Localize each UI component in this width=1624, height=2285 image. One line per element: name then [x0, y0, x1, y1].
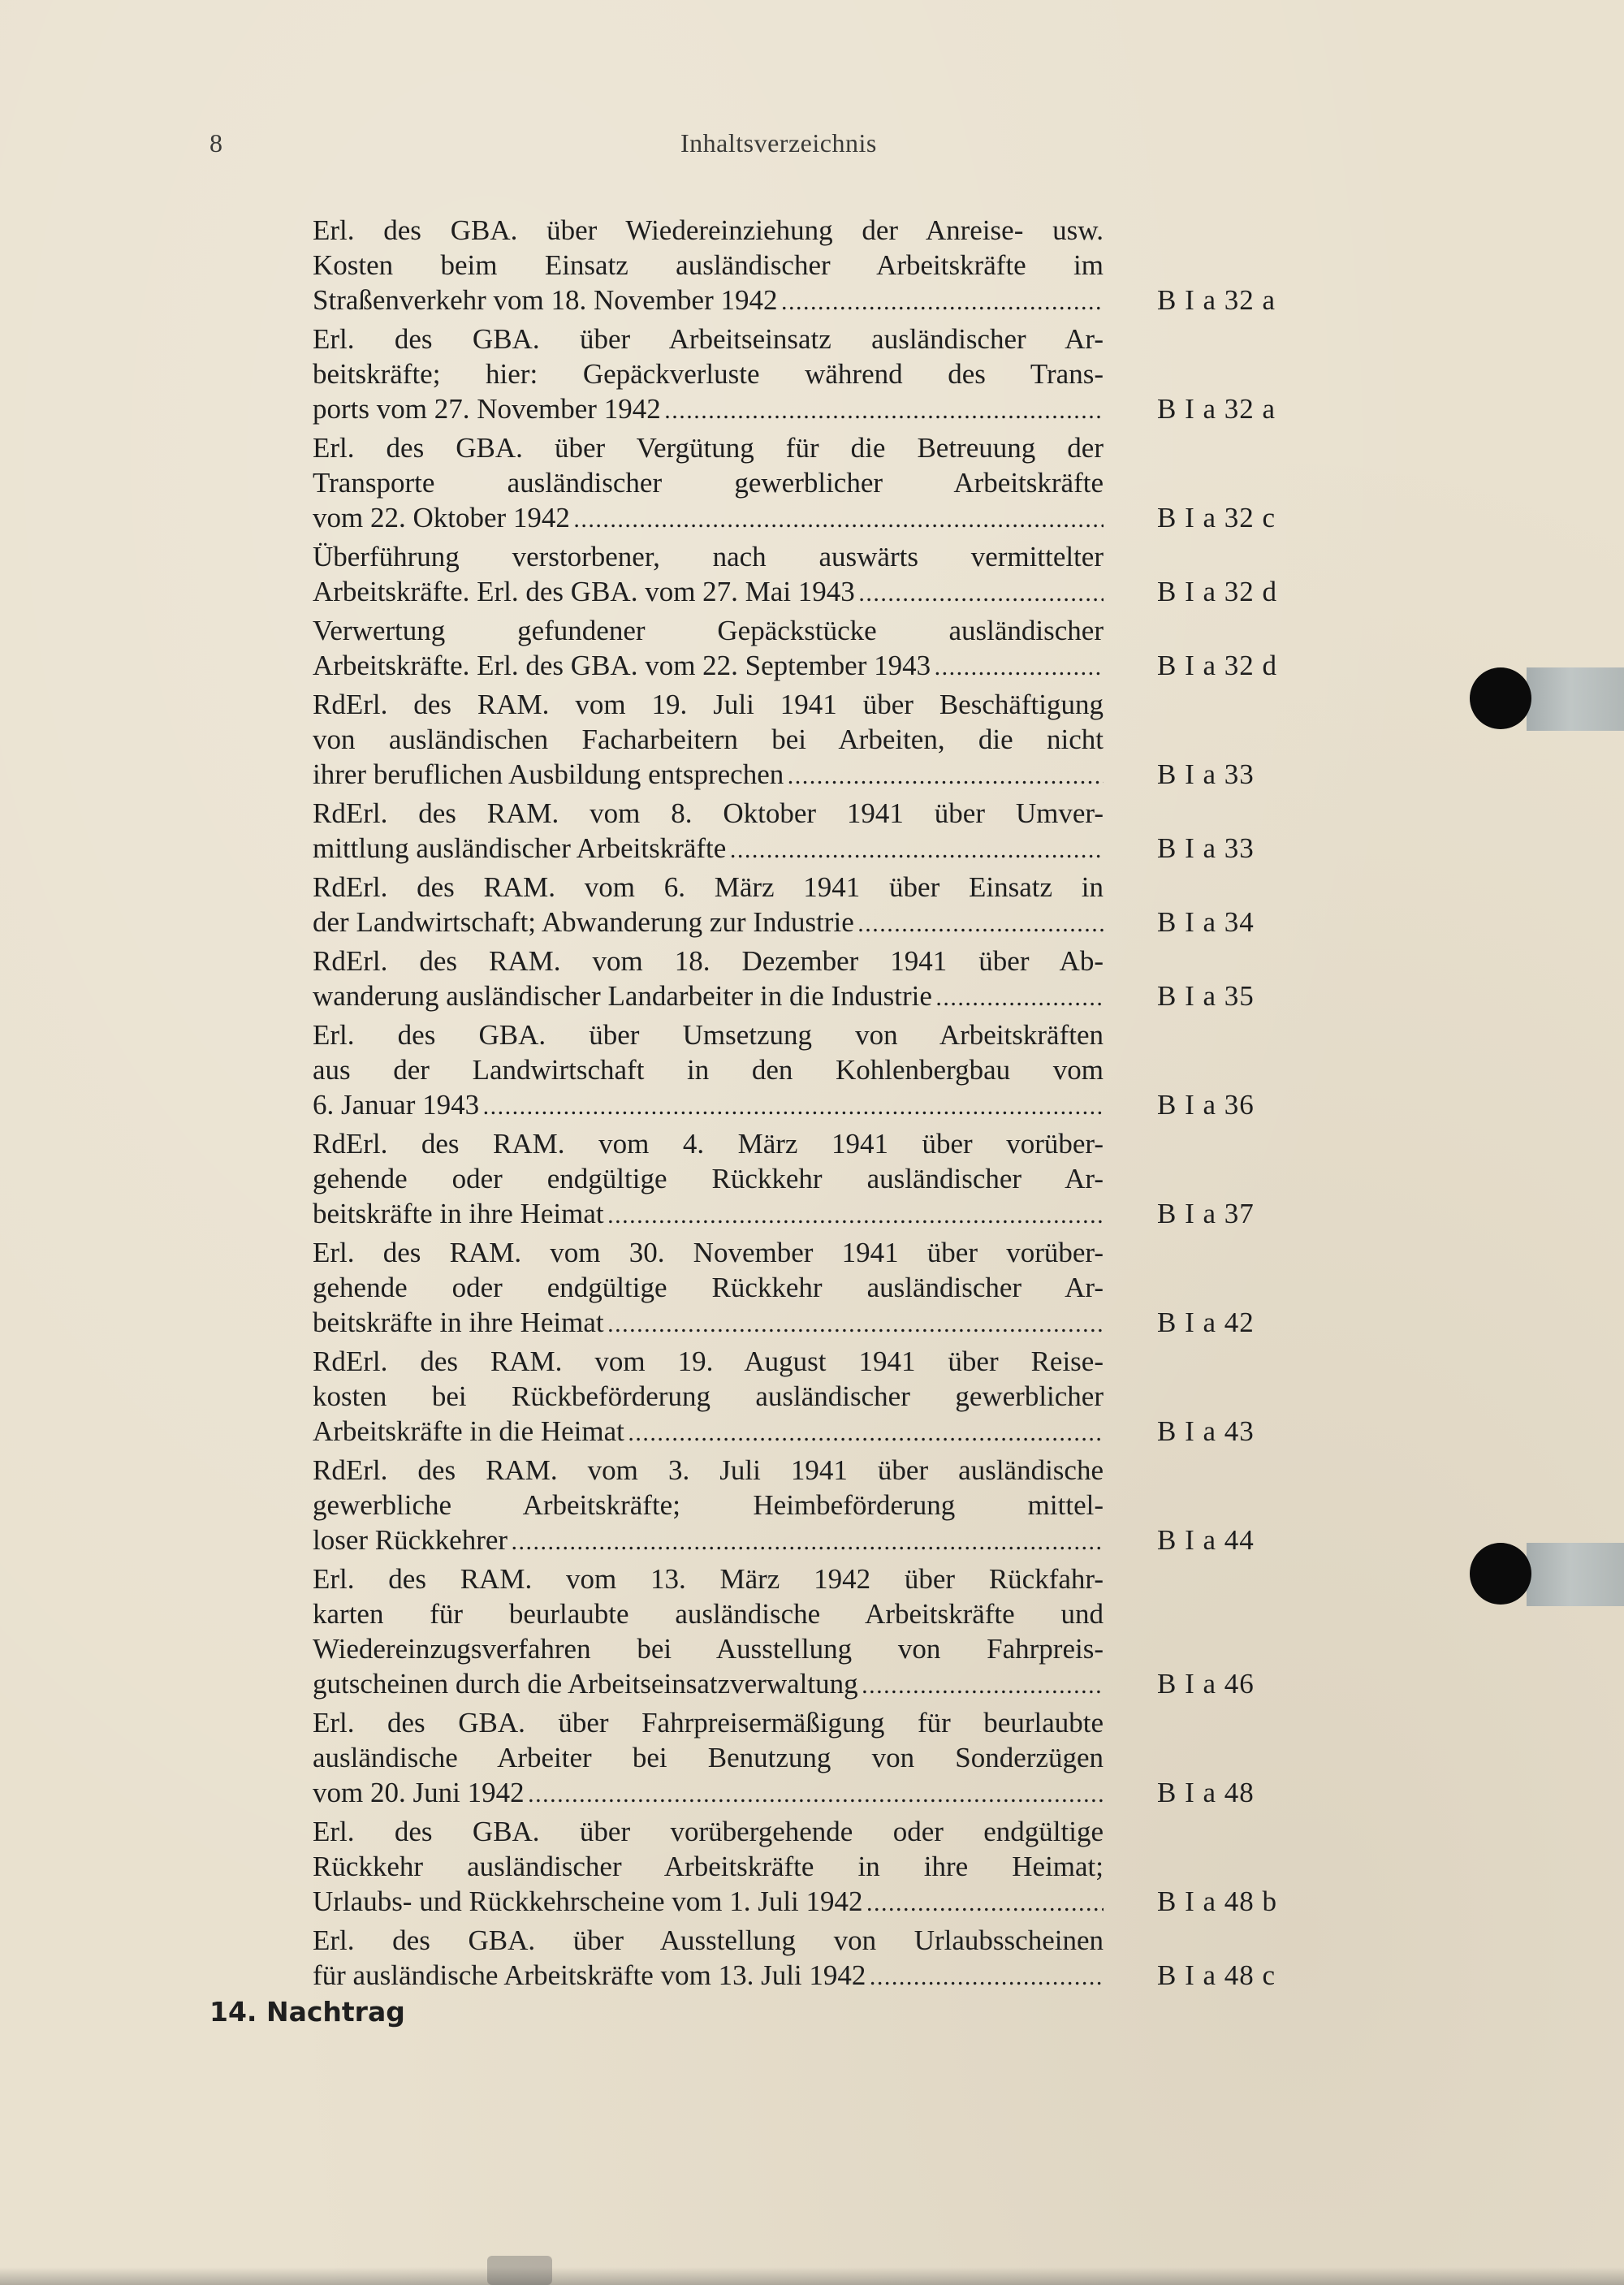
toc-entry-leader: gutscheinen durch die Arbeitseinsatzverwaltung . . .: [313, 1666, 1104, 1701]
toc-entry-reference: B I a 46: [1157, 1668, 1255, 1700]
toc-entry-last-line: [313, 1414, 1104, 1449]
page-number: 8: [209, 128, 222, 158]
toc-entry: [313, 1017, 1320, 1122]
toc-entry-last-line: [313, 1087, 1104, 1122]
toc-entry-last-line: [313, 648, 1104, 683]
toc-entry-last-line: [313, 1305, 1104, 1340]
toc-entry-leader: 6. Januar 1943 . . .: [313, 1087, 1104, 1122]
toc-entry-line: beitskräfte; hier: Gepäckverluste während des Trans-: [313, 358, 1104, 390]
toc-entry-last-line: [313, 500, 1104, 535]
toc-entry-leader: ihrer beruflichen Ausbildung entsprechen . . .: [313, 757, 1104, 792]
punch-hole-icon: [1470, 667, 1531, 729]
toc-entry-leader: beitskräfte in ihre Heimat . . .: [313, 1305, 1104, 1340]
toc-entry: [313, 322, 1320, 426]
toc-entry: [313, 1923, 1320, 1993]
toc-entry: [313, 796, 1320, 866]
toc-entry-reference: B I a 44: [1157, 1524, 1255, 1556]
toc-entry-line: Transporte ausländischer gewerblicher Arbeitskräfte: [313, 467, 1104, 499]
toc-entry-line: von ausländischen Facharbeitern bei Arbeiten, die nicht: [313, 724, 1104, 755]
toc-entry: [313, 944, 1320, 1013]
toc-entry-line: RdErl. des RAM. vom 3. Juli 1941 über ausländische: [313, 1454, 1104, 1486]
toc-entry-last-line: [313, 757, 1104, 792]
toc-entry-reference: B I a 32 d: [1157, 650, 1278, 681]
toc-entry-leader: loser Rückkehrer . . .: [313, 1523, 1104, 1557]
toc-entry-line: RdErl. des RAM. vom 6. März 1941 über Einsatz in: [313, 871, 1104, 903]
toc-entry: [313, 870, 1320, 939]
toc-entry-last-line: [313, 1666, 1104, 1701]
toc-entry-line: RdErl. des RAM. vom 18. Dezember 1941 über Ab-: [313, 945, 1104, 977]
toc-entry-leader: beitskräfte in ihre Heimat . . .: [313, 1196, 1104, 1231]
toc-entry: [313, 1126, 1320, 1231]
toc-entry-leader: Urlaubs- und Rückkehrscheine vom 1. Juli 1942 . . .: [313, 1884, 1104, 1919]
toc-entry-reference: B I a 43: [1157, 1415, 1255, 1447]
toc-entry: [313, 1453, 1320, 1557]
toc-entry-reference: B I a 48 c: [1157, 1959, 1276, 1991]
toc-entry-line: Erl. des GBA. über Ausstellung von Urlaubsscheinen: [313, 1924, 1104, 1956]
toc-entry-reference: B I a 32 d: [1157, 576, 1278, 607]
toc-entry-line: Rückkehr ausländischer Arbeitskräfte in ihre Heimat;: [313, 1851, 1104, 1882]
toc-entry-line: karten für beurlaubte ausländische Arbeitskräfte und: [313, 1598, 1104, 1630]
toc-entry-line: gewerbliche Arbeitskräfte; Heimbeförderung mittel-: [313, 1489, 1104, 1521]
toc-entry-reference: B I a 33: [1157, 758, 1255, 790]
page-header: [0, 128, 1624, 167]
toc-entry-leader: Arbeitskräfte. Erl. des GBA. vom 22. September 1943 . . .: [313, 648, 1104, 683]
tape-strip: [1527, 1543, 1624, 1606]
toc-entry-line: Überführung verstorbener, nach auswärts vermittelter: [313, 541, 1104, 572]
toc-entry-reference: B I a 42: [1157, 1307, 1255, 1338]
toc-entry-leader: Arbeitskräfte in die Heimat . . .: [313, 1414, 1104, 1449]
toc-entry-reference: B I a 32 a: [1157, 393, 1276, 425]
toc-entry: [313, 430, 1320, 535]
toc-entry-line: Kosten beim Einsatz ausländischer Arbeitskräfte im: [313, 249, 1104, 281]
toc-entry-line: gehende oder endgültige Rückkehr ausländischer Ar-: [313, 1163, 1104, 1194]
toc-entry-leader: Straßenverkehr vom 18. November 1942 . . .: [313, 283, 1104, 317]
toc-entry-line: kosten bei Rückbeförderung ausländischer gewerblicher: [313, 1380, 1104, 1412]
toc-entry-last-line: [313, 1958, 1104, 1993]
toc-entry-line: ausländische Arbeiter bei Benutzung von Sonderzügen: [313, 1742, 1104, 1773]
toc-entry: [313, 1814, 1320, 1919]
toc-entry-reference: B I a 36: [1157, 1089, 1255, 1121]
toc-entry-leader: vom 22. Oktober 1942 . . .: [313, 500, 1104, 535]
toc-entry-leader: mittlung ausländischer Arbeitskräfte . . .: [313, 831, 1104, 866]
toc-entry-last-line: [313, 1884, 1104, 1919]
toc-entry-last-line: [313, 574, 1104, 609]
running-title: Inhaltsverzeichnis: [680, 128, 877, 158]
toc-entry-line: Erl. des GBA. über Umsetzung von Arbeitskräften: [313, 1019, 1104, 1051]
toc-entry-leader: vom 20. Juni 1942 . . .: [313, 1775, 1104, 1810]
toc-entry-line: Verwertung gefundener Gepäckstücke ausländischer: [313, 615, 1104, 646]
toc-entry-line: Erl. des RAM. vom 30. November 1941 über vorüber-: [313, 1237, 1104, 1268]
toc-entry-line: gehende oder endgültige Rückkehr ausländischer Ar-: [313, 1272, 1104, 1303]
toc-entry-leader: der Landwirtschaft; Abwanderung zur Industrie . . .: [313, 905, 1104, 939]
toc-entry-last-line: [313, 1775, 1104, 1810]
toc-entry-reference: B I a 33: [1157, 832, 1255, 864]
toc-entry-last-line: [313, 391, 1104, 426]
toc-entry-last-line: [313, 978, 1104, 1013]
toc-entry-line: aus der Landwirtschaft in den Kohlenbergbau vom: [313, 1054, 1104, 1086]
toc-entry-reference: B I a 32 c: [1157, 502, 1276, 533]
toc-entry-line: Erl. des GBA. über Wiedereinziehung der Anreise- usw.: [313, 214, 1104, 246]
toc-entry: [313, 213, 1320, 317]
punch-hole-icon: [1470, 1543, 1531, 1605]
toc-entry-line: Erl. des RAM. vom 13. März 1942 über Rückfahr-: [313, 1563, 1104, 1595]
toc-entry-line: RdErl. des RAM. vom 8. Oktober 1941 über Umver-: [313, 797, 1104, 829]
toc-entry: [313, 1344, 1320, 1449]
toc-entry-line: Wiedereinzugsverfahren bei Ausstellung von Fahrpreis-: [313, 1633, 1104, 1665]
toc-entry-line: RdErl. des RAM. vom 19. Juli 1941 über Beschäftigung: [313, 689, 1104, 720]
toc-entry-reference: B I a 37: [1157, 1198, 1255, 1229]
toc-entry-line: RdErl. des RAM. vom 4. März 1941 über vorüber-: [313, 1128, 1104, 1160]
toc-entry-last-line: [313, 1523, 1104, 1557]
toc-entry: [313, 1561, 1320, 1701]
toc-entry: [313, 613, 1320, 683]
tape-strip: [1527, 667, 1624, 731]
toc-entry-leader: für ausländische Arbeitskräfte vom 13. Juli 1942 . . .: [313, 1958, 1104, 1993]
toc-entry-line: Erl. des GBA. über Arbeitseinsatz ausländischer Ar-: [313, 323, 1104, 355]
paper-edge: [0, 2267, 1624, 2285]
toc-entry-line: Erl. des GBA. über Vergütung für die Betreuung der: [313, 432, 1104, 464]
table-of-contents: [313, 213, 1320, 1997]
toc-entry-reference: B I a 34: [1157, 906, 1255, 938]
toc-entry-last-line: [313, 283, 1104, 317]
toc-entry: [313, 1235, 1320, 1340]
toc-entry: [313, 1705, 1320, 1810]
toc-entry-line: Erl. des GBA. über vorübergehende oder endgültige: [313, 1816, 1104, 1847]
toc-entry-leader: wanderung ausländischer Landarbeiter in die Industrie . . .: [313, 978, 1104, 1013]
toc-entry-reference: B I a 35: [1157, 980, 1255, 1012]
toc-entry-reference: B I a 32 a: [1157, 284, 1276, 316]
supplement-label: 14. Nachtrag: [209, 1996, 405, 2028]
toc-entry-line: RdErl. des RAM. vom 19. August 1941 über Reise-: [313, 1346, 1104, 1377]
toc-entry-reference: B I a 48: [1157, 1777, 1255, 1808]
toc-entry-last-line: [313, 1196, 1104, 1231]
toc-entry-line: Erl. des GBA. über Fahrpreisermäßigung für beurlaubte: [313, 1707, 1104, 1739]
toc-entry-reference: B I a 48 b: [1157, 1885, 1278, 1917]
toc-entry-last-line: [313, 831, 1104, 866]
toc-entry-leader: Arbeitskräfte. Erl. des GBA. vom 27. Mai 1943 . . .: [313, 574, 1104, 609]
toc-entry: [313, 539, 1320, 609]
toc-entry-leader: ports vom 27. November 1942 . . .: [313, 391, 1104, 426]
toc-entry-last-line: [313, 905, 1104, 939]
toc-entry: [313, 687, 1320, 792]
